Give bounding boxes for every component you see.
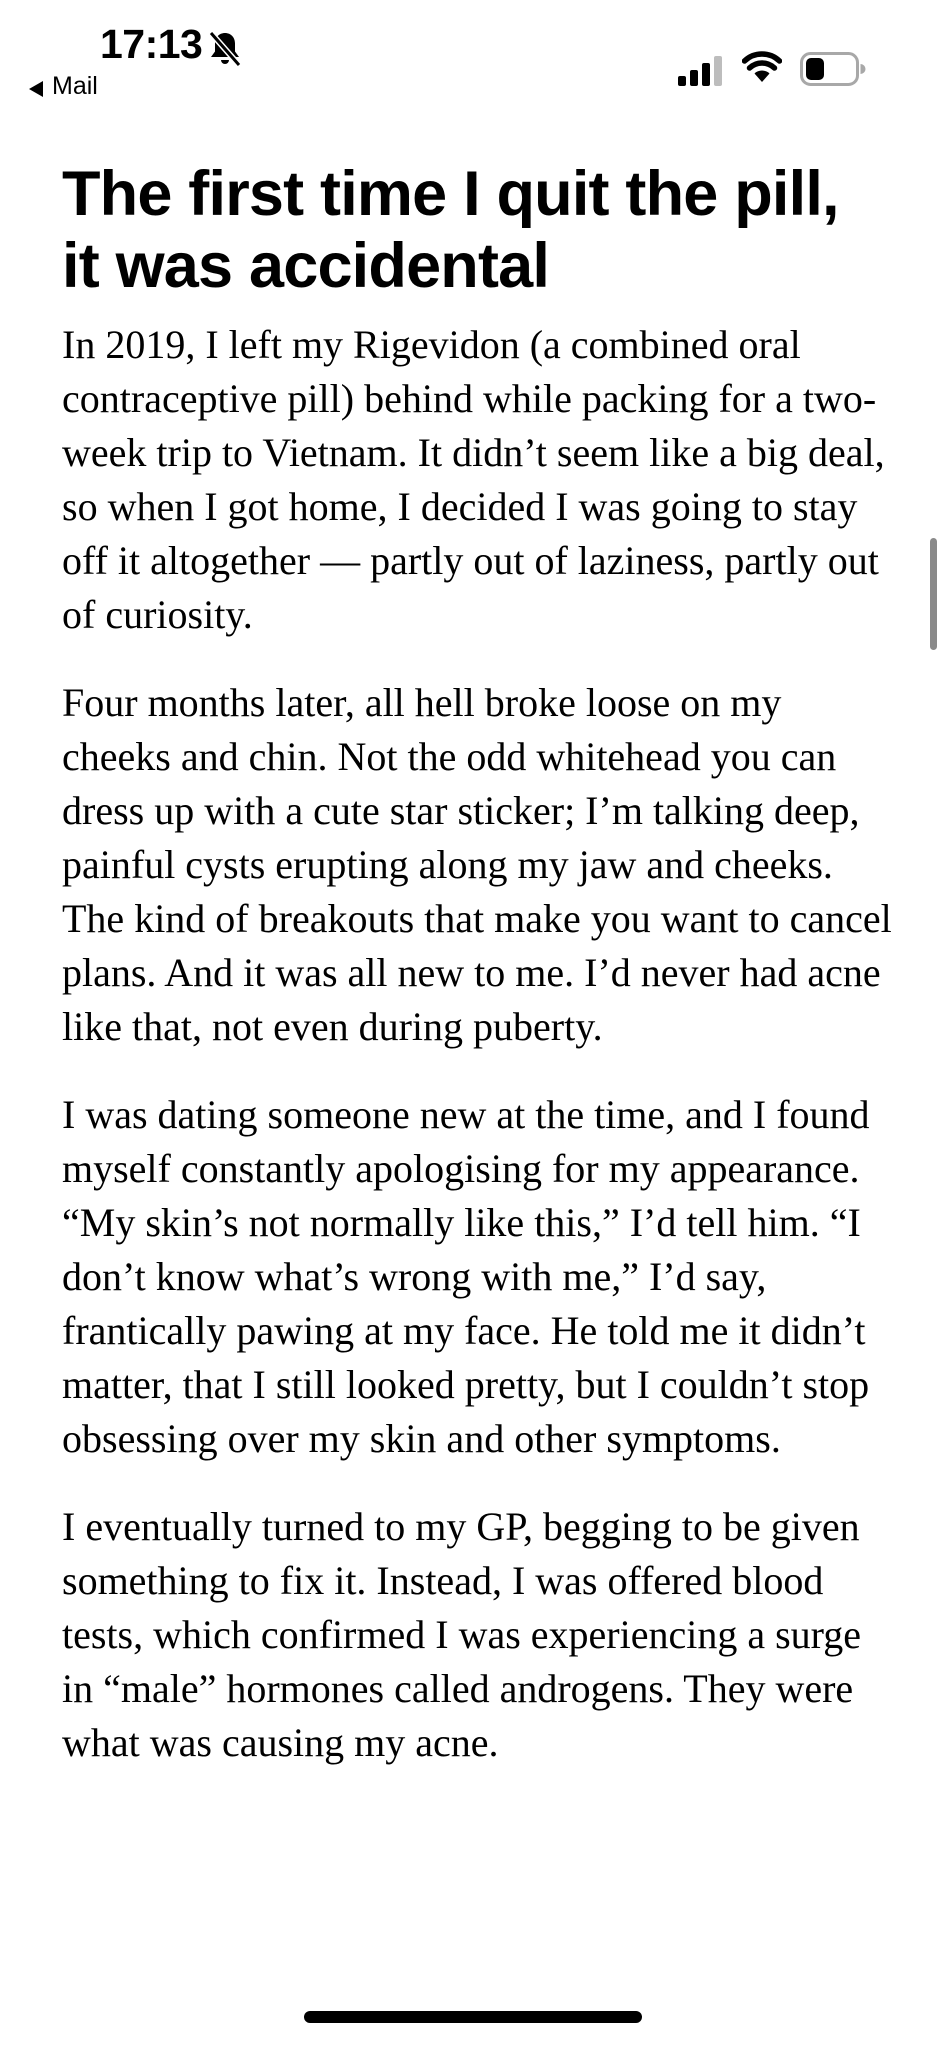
paragraph: In 2019, I left my Rigevidon (a combined oral contraceptive pill) behind while packing for a two-week trip to Vietnam. It didn’t seem like a big deal, so when I got home, I decided I was going to stay off it altogether — partly out of laziness, partly out of curiosity.: [62, 322, 885, 637]
paragraph: I was dating someone new at the time, and I found myself constantly apologising for my appearance. “My skin’s not normally like this,” I’d tell him. “I don’t know what’s wrong with me,” I’d say, frantically pawing at my face. He told me it didn’t matter, that I still looked pretty, but I couldn’t stop obsessing over my skin and other symptoms.: [62, 1092, 870, 1461]
article-body: [62, 318, 892, 1770]
battery-icon: [800, 52, 866, 86]
back-to-mail-button[interactable]: [28, 74, 98, 99]
bell-muted-icon: [208, 30, 242, 68]
article-title: The first time I quit the pill, it was accidental: [62, 159, 839, 301]
wifi-icon: [742, 50, 782, 84]
article: [62, 158, 892, 1804]
scroll-indicator[interactable]: [930, 538, 937, 650]
paragraph: Four months later, all hell broke loose on my cheeks and chin. Not the odd whitehead you can dress up with a cute star sticker; I’m talking deep, painful cysts erupting along my jaw and cheeks. The kind of breakouts that make you want to cancel plans. And it was all new to me. I’d never had acne like that, not even during puberty.: [62, 680, 892, 1049]
paragraph: I eventually turned to my GP, begging to be given something to fix it. Instead, I was offered blood tests, which confirmed I was experiencing a surge in “male” hormones called androgens. They were what was causing my acne.: [62, 1504, 862, 1765]
status-time: 17:13: [100, 21, 203, 67]
status-bar: [0, 0, 945, 120]
home-indicator[interactable]: [304, 2011, 642, 2023]
back-arrow-icon: [28, 78, 44, 96]
cellular-signal-icon: [678, 56, 726, 86]
back-label: Mail: [52, 72, 98, 100]
